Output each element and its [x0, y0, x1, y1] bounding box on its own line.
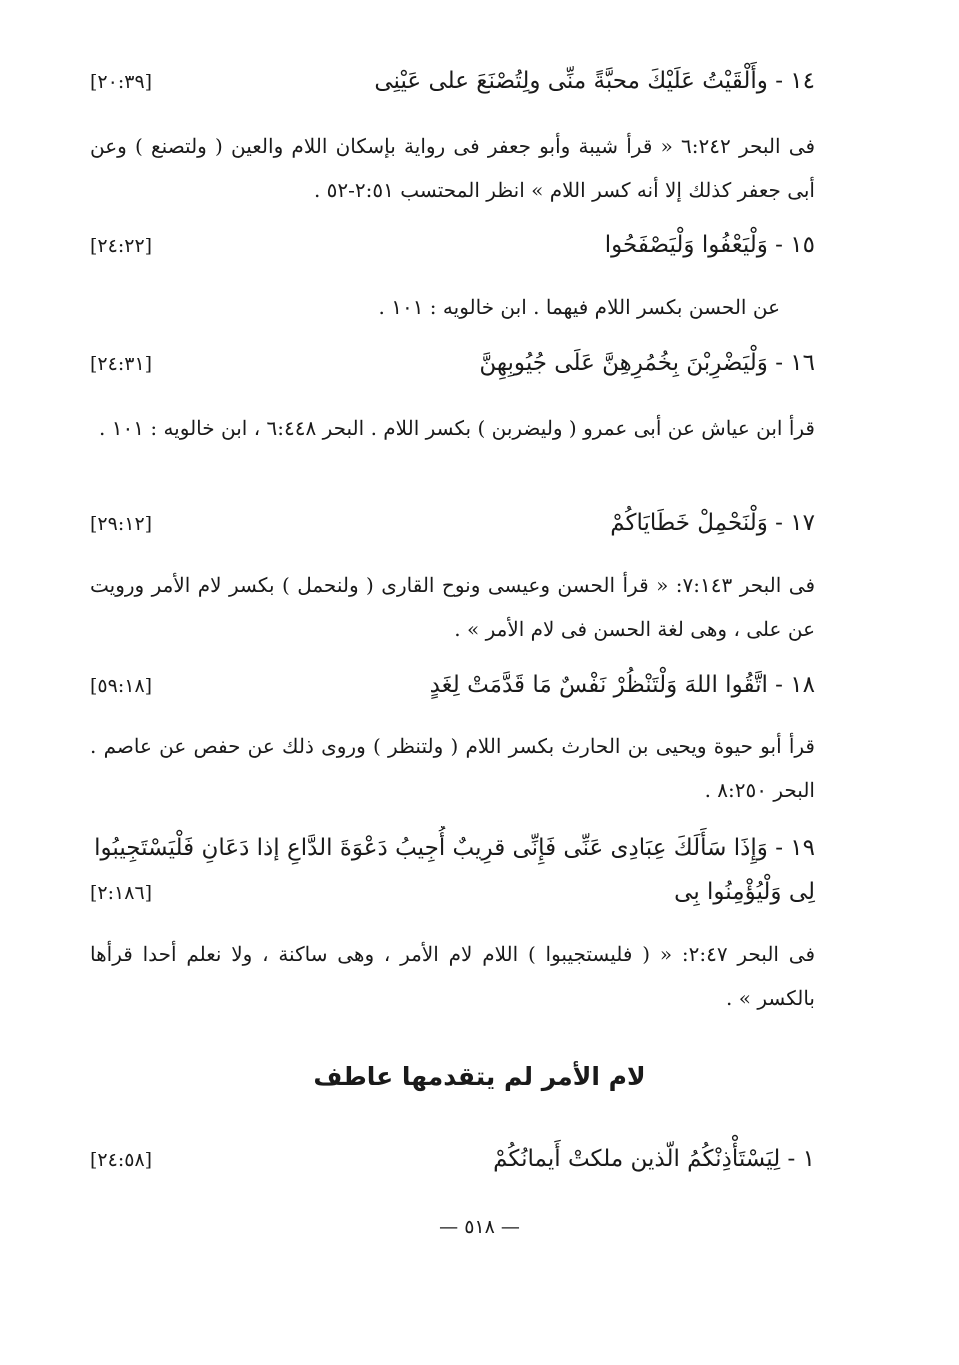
commentary-18: قرأ أبو حيوة ويحيى بن الحارث بكسر اللام ( ولتنظر ) وروى ذلك عن حفص عن عاصم . البحر ٨:٢٥٠ .: [90, 734, 815, 802]
verse-line-17: [90, 510, 815, 536]
verse-line-18: [90, 672, 815, 698]
verse-reference: [٢٤:٢٢]: [90, 235, 153, 257]
verse-line-15: [90, 232, 815, 258]
verse-line-16: [90, 350, 815, 376]
verse-text-line-1: ١٩ - وَإِذَا سَأَلَكَ عِبَادِى عَنِّى فَإِنِّى قرِيبٌ أُجِيبُ دَعْوَةَ الدَّاعِ إذا دَعَانِ فَلْيَسْتَجِيبُوا: [94, 835, 815, 861]
verse-line-1: [90, 1146, 815, 1172]
verse-text: ١٦ - وَلْيَضْرِبْنَ بِخُمُرِهِنَّ عَلَى جُيُوبِهِنَّ: [479, 350, 815, 376]
verse-text: ١٤ - وأَلْقَيْتُ عَلَيْكَ محبَّةً منِّى ولِتُصْنَعَ على عَيْنِى: [374, 68, 815, 94]
verse-reference: [٢٠:٣٩]: [90, 71, 153, 93]
commentary-17: فى البحر ٧:١٤٣: « قرأ الحسن وعيسى ونوح القارى ( ولنحمل ) بكسر لام الأمر ورويت عن على ، وهى لغة الحسن فى لام الأمر » .: [90, 573, 816, 641]
verse-text: ١٥ - وَلْيَعْفُوا وَلْيَصْفَحُوا: [604, 232, 815, 258]
verse-reference: [٥٩:١٨]: [90, 675, 153, 697]
page-number: — ٥١٨ —: [439, 1216, 520, 1238]
commentary-16: قرأ ابن عياش عن أبى عمرو ( وليضربن ) بكسر اللام . البحر ٦:٤٤٨ ، ابن خالويه : ١٠١ .: [99, 416, 815, 440]
commentary-14: فى البحر ٦:٢٤٢ « قرأ شيبة وأبو جعفر فى رواية بإسكان اللام والعين ( ولتصنع ) وعن أبى جعفر كذلك إلا أنه كسر اللام » انظر المحتسب ٢:٥١-٥٢ .: [90, 134, 816, 202]
verse-text: ١٧ - وَلْنَحْمِلْ خَطَايَاكُمْ: [610, 510, 815, 536]
verse-text: ١٨ - اتَّقُوا اللهَ وَلْتَنْظُرْ نَفْسٌ مَا قَدَّمَتْ لِغَدٍ: [429, 672, 815, 698]
verse-reference: [٢:١٨٦]: [90, 882, 153, 904]
verse-block-19: [90, 826, 815, 915]
verse-text: ١ - لِيَسْتَأْذِنْكُمُ الّذين ملكتْ أَيمانُكُمْ: [493, 1146, 815, 1172]
commentary-15: عن الحسن بكسر اللام فيهما . ابن خالويه : ١٠١ .: [378, 295, 780, 319]
verse-reference: [٢٩:١٢]: [90, 513, 153, 535]
commentary-19: فى البحر ٢:٤٧: « ( فليستجيبوا ) اللام لام الأمر ، وهى ساكنة ، ولا نعلم أحدا قرأها بالكسر » .: [90, 942, 815, 1010]
section-heading: لام الأمر لم يتقدمها عاطف: [313, 1062, 646, 1091]
verse-text-line-2: لِى وَلْيُؤْمِنُوا بِى: [674, 879, 815, 905]
verse-line-14: [90, 68, 815, 94]
verse-reference: [٢٤:٥٨]: [90, 1149, 153, 1171]
verse-reference: [٢٤:٣١]: [90, 353, 153, 375]
